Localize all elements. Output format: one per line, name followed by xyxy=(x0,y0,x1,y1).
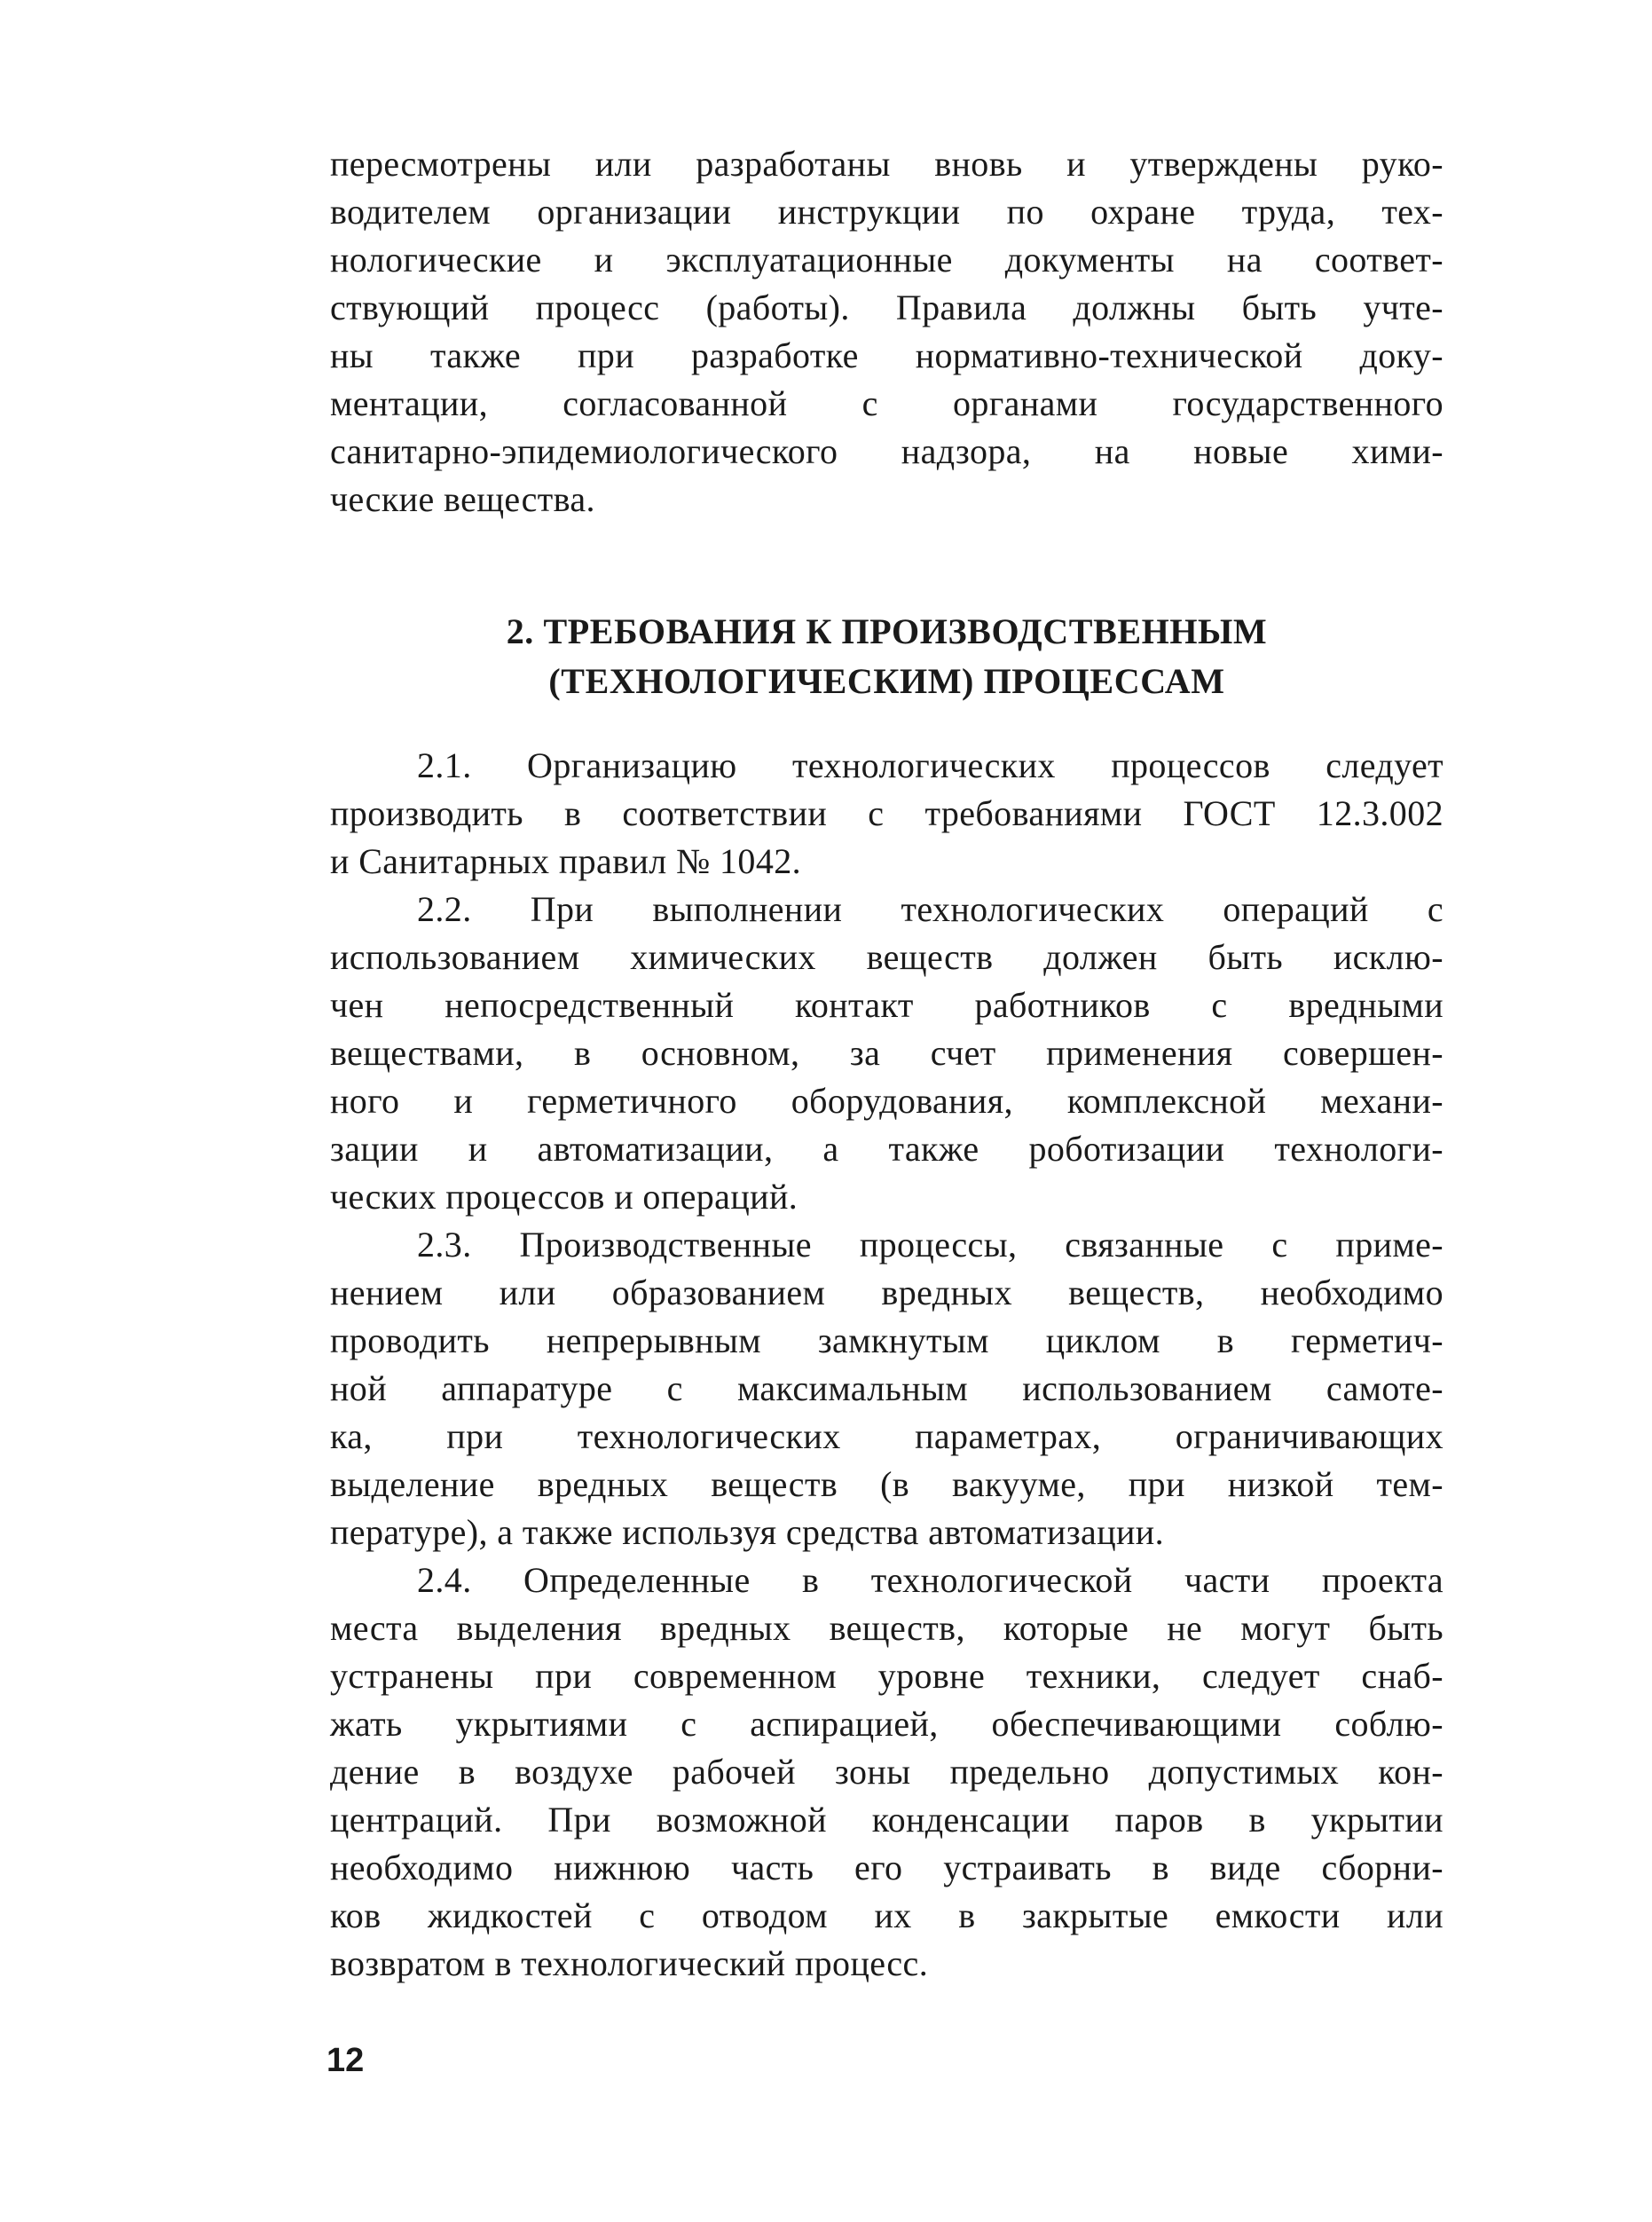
text-line: водителем организации инструкции по охране труда, тех- xyxy=(330,192,1444,232)
page-number: 12 xyxy=(326,2042,365,2079)
text-line: 2.4. Определенные в технологической части проекта xyxy=(417,1560,1444,1600)
text-line: пересмотрены или разработаны вновь и утверждены руко- xyxy=(330,144,1444,184)
text-line: ментации, согласованной с органами государственного xyxy=(330,383,1444,423)
text-line: санитарно-эпидемиологического надзора, на новые хими- xyxy=(330,431,1444,471)
text-line: жать укрытиями с аспирацией, обеспечивающими соблю- xyxy=(330,1704,1444,1744)
text-line: ны также при разработке нормативно-технической доку- xyxy=(330,335,1444,375)
text-line: возвратом в технологический процесс. xyxy=(330,1943,929,1983)
clause-2-3 xyxy=(330,1221,1444,1556)
clause-2-1 xyxy=(330,742,1444,886)
text-line: места выделения вредных веществ, которые не могут быть xyxy=(330,1608,1444,1648)
text-line: ческие вещества. xyxy=(330,479,595,519)
text-line: 2.2. При выполнении технологических операций с xyxy=(417,889,1444,929)
text-line: ческих процессов и операций. xyxy=(330,1177,798,1217)
text-line: использованием химических веществ должен быть исклю- xyxy=(330,937,1444,977)
text-line: ной аппаратуре с максимальным использованием самоте- xyxy=(330,1368,1444,1408)
text-line: ка, при технологических параметрах, ограничивающих xyxy=(330,1416,1444,1456)
text-line: пературе), а также используя средства автоматизации. xyxy=(330,1512,1165,1552)
text-line: дение в воздухе рабочей зоны предельно допустимых кон- xyxy=(330,1752,1444,1792)
section-heading-line: (ТЕХНОЛОГИЧЕСКИМ) ПРОЦЕССАМ xyxy=(548,661,1225,701)
text-line: и Санитарных правил № 1042. xyxy=(330,841,802,881)
text-line: производить в соответствии с требованиями ГОСТ 12.3.002 xyxy=(330,793,1444,833)
intro-paragraph xyxy=(330,140,1444,524)
text-line: ствующий процесс (работы). Правила должны быть учте- xyxy=(330,288,1444,327)
text-line: 2.3. Производственные процессы, связанные с приме- xyxy=(417,1225,1444,1265)
text-line: центраций. При возможной конденсации паров в укрытии xyxy=(330,1800,1444,1840)
text-line: 2.1. Организацию технологических процессов следует xyxy=(417,745,1444,785)
text-line: зации и автоматизации, а также роботизации технологи- xyxy=(330,1129,1444,1169)
text-line: устранены при современном уровне техники, следует снаб- xyxy=(330,1656,1444,1696)
section-heading xyxy=(330,607,1444,706)
text-line: выделение вредных веществ (в вакууме, при низкой тем- xyxy=(330,1464,1444,1504)
section-body xyxy=(330,742,1444,1988)
section-heading-line: 2. ТРЕБОВАНИЯ К ПРОИЗВОДСТВЕННЫМ xyxy=(506,611,1268,651)
text-line: веществами, в основном, за счет применения совершен- xyxy=(330,1033,1444,1073)
text-line: необходимо нижнюю часть его устраивать в виде сборни- xyxy=(330,1848,1444,1887)
text-line: чен непосредственный контакт работников с вредными xyxy=(330,985,1444,1025)
text-line: проводить непрерывным замкнутым циклом в герметич- xyxy=(330,1320,1444,1360)
clause-2-4 xyxy=(330,1556,1444,1988)
text-line: нением или образованием вредных веществ, необходимо xyxy=(330,1273,1444,1312)
text-line: нологические и эксплуатационные документы на соответ- xyxy=(330,240,1444,280)
text-line: ного и герметичного оборудования, комплексной механи- xyxy=(330,1081,1444,1121)
text-line: ков жидкостей с отводом их в закрытые емкости или xyxy=(330,1895,1444,1935)
clause-2-2 xyxy=(330,886,1444,1221)
